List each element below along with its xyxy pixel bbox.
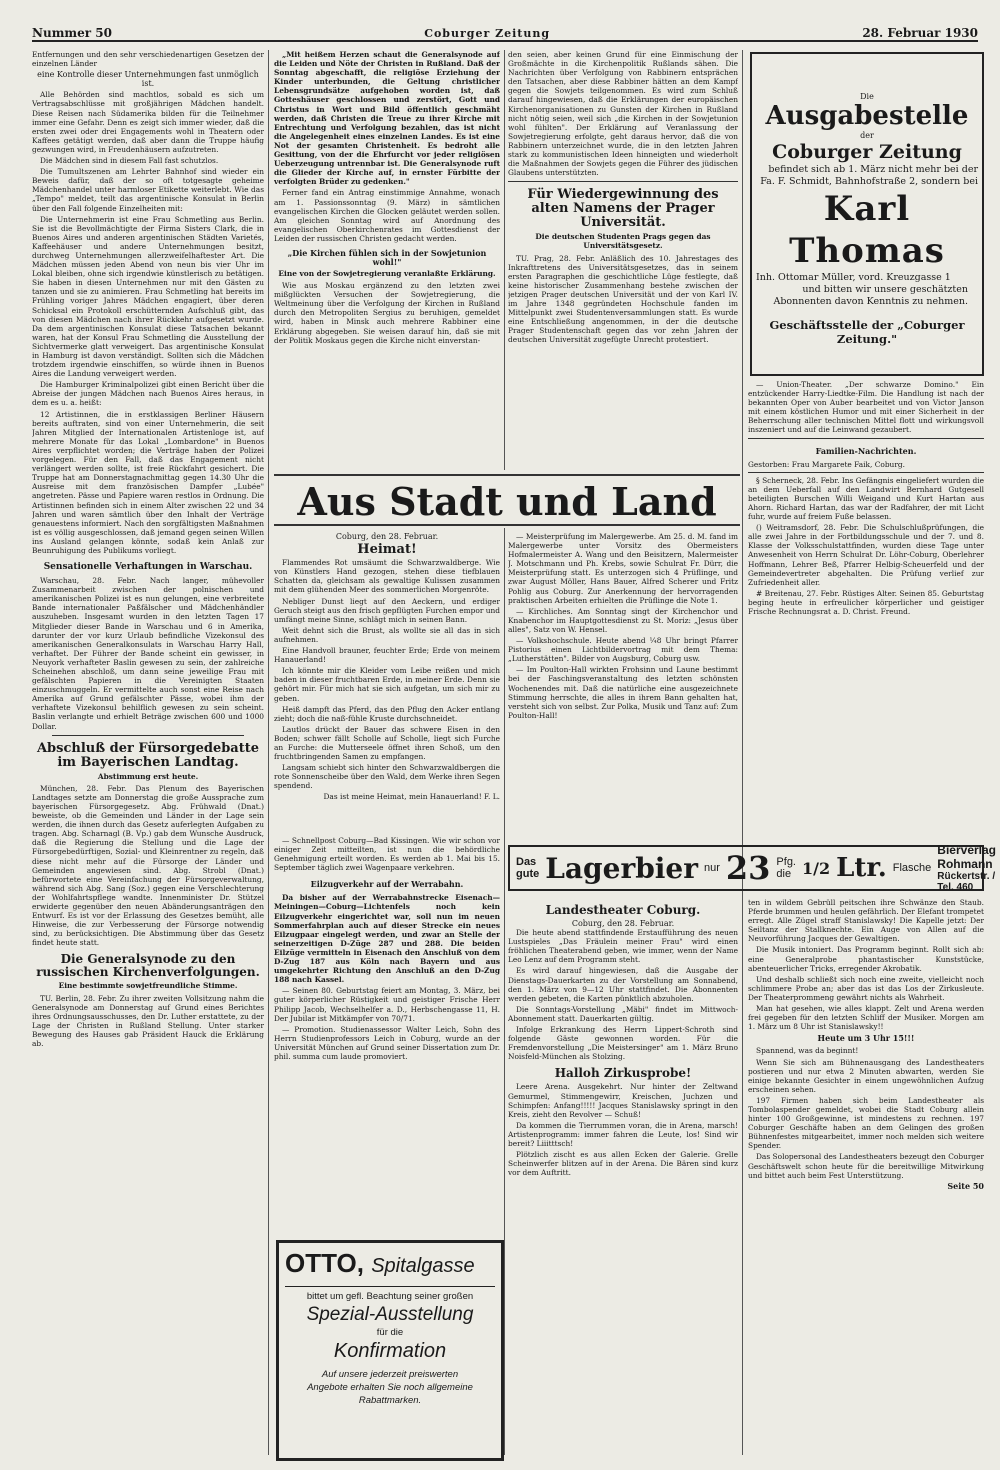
- article-text: — Schnellpost Coburg—Bad Kissingen. Wie wir schon vor einiger Zeit mitteilten, ist nun die behördliche Genehmigung erteilt worden. Es werden ab 1. Mai bis 15. September täglich zwei Wagenpaare verkehren.: [274, 836, 500, 873]
- theater-column: [508, 898, 738, 1453]
- continued-marker: Seite 50: [947, 1180, 984, 1191]
- article-text: Und deshalb schließt sich noch eine zweite, vielleicht noch schlimmere Probe an; aber das ist das Los der Zirkusleute. Der Theaterprommeng gewährt nichts als Wahrheit.: [748, 974, 984, 1002]
- ad-text: für die: [376, 1327, 404, 1338]
- article-text: Nebliger Dunst liegt auf den Aeckern, und erdiger Geruch steigt aus den frisch gepflügten Furchen empor und umfängt meine Sinne, schlägt mich in seinen Bann.: [274, 596, 500, 624]
- article-heading: Abschluß der Fürsorgedebatte im Bayerischen Landtag.: [36, 740, 260, 770]
- article-text: Warschau, 28. Febr. Nach langer, mühevoller Zusammenarbeit zwischen der polnischen und amerikanischen Polizei ist es nun gelungen, eine verbreitete Bande internationaler Paßfälscher und Mädchenhändler auszuheben. Insgesamt wurden in den letzten Tagen 17 Mitglieder dieser Bande in Warschau und 6 in Amerika, darunter der vor kurz Urlaub befindliche Vizekonsul des amerikanischen Generalkonsulats in Warschau Harry Hall, verhaftet. Der Führer der Bande scheint ein gewisser, in Neuyork verhafteter Baslin gewesen zu sein, der zahlreiche Scheinehen abschloß, um dann seine jeweilige Frau mit gefälschten Papieren in die Vereinigten Staaten einzuschmuggeln. Er vermittelte auch sonst eine Reise nach Amerika auf Grund gefälschter Pässe, wobei ihm der verhaftete Vizekonsul behilflich gewesen zu sein scheint. Baslin verlangte und erhielt Beträge zwischen 600 und 1000 Dollar.: [32, 576, 264, 731]
- ad-brand: OTTO,: [285, 1248, 364, 1278]
- ausgabestelle-ad: [750, 52, 984, 376]
- article-subheading: Eine bestimmte sowjetfreundliche Stimme.: [58, 981, 238, 991]
- article-text: eine Kontrolle dieser Unternehmungen fast unmöglich ist.: [37, 70, 259, 89]
- newspaper-name: Coburger Zeitung: [424, 27, 551, 40]
- article-text: Das Solopersonal des Landestheaters bezeugt den Coburger Geschäftswelt schon heute für die bereitwillige Mitwirkung und bittet auch beim Fest Unterstützung.: [748, 1152, 984, 1180]
- column-rule: [504, 50, 505, 470]
- article-text: — Im Poulton-Hall wirkten Frohsinn und Laune bestimmt bei der Faschingsveranstaltung des letzten schönsten Wochenendes mit. Daß die natürliche eine ausgezeichnete Stimmung herrschte, die alles in ihrem Bann gehalten hat, versteht sich von selbst. Zur Polka, Musik und Tanz auf: Zum Poulton-Hall!: [508, 665, 738, 720]
- article-heading: Eilzugverkehr auf der Werrabahn.: [310, 879, 464, 890]
- column-2-lower: [274, 836, 500, 1232]
- article-heading: „Die Kirchen fühlen sich in der Sowjetunion wohl!": [287, 247, 487, 267]
- ad-text: der: [860, 131, 874, 140]
- otto-ad: [276, 1240, 504, 1461]
- article-text: Langsam schiebt sich hinter den Schwarzwaldbergen die rote Sonnenscheibe über den Wald, dem Werke ihren Segen spendend.: [274, 763, 500, 791]
- article-subheading: Eine von der Sowjetregierung veranlaßte Erklärung.: [278, 268, 496, 278]
- article-heading: Halloh Zirkusprobe!: [554, 1066, 692, 1081]
- ad-text: Auf unsere jederzeit preiswerten Angebote erhalten Sie noch allgemeine Rabattmarken.: [307, 1369, 473, 1406]
- article-text: Heiß dampft das Pferd, das den Pflug den Acker entlang zieht; doch die naß-fühle Kruste durchschneidet.: [274, 704, 500, 723]
- article-text: München, 28. Febr. Das Plenum des Bayerischen Landtages setzte am Donnerstag die große Aussprache zum bayerischen Fürsorgegesetz. Abg. Frühwald (Dnat.) beweiste, ob die Gemeinden und Länder in der Lage sein werden, die ihnen durch das Gesetz auferlegten Aufgaben zu tragen. Abg. Scharnagl (B. Vp.) gab dem Wunsche Ausdruck, daß die Regierung die Stellung und die Lage der Fürsorgebedürftigen, Sozial- und Kleinrentner zu regeln, daß diese nicht mehr auf die Fürsorge der Länder und Gemeinden angewiesen sind. Abg. Strobl (Dnat.) befürwortete eine Vereinfachung der Fürsorgeverwaltung, während sich Abg. Sang (Soz.) gegen eine Verschlechterung der Wohlfahrtspflege wandte. Innenminister Dr. Stützel erwiderte gegenüber den neuen Abänderungsanträgen den Entwurf. Es ist vor der Erlassung des Gesetzes bemüht, alle Hinweise, die zur Verbesserung der Fürsorge notwendig sind, zu berücksichtigen. Die Abstimmung über das Gesetz findet heute statt.: [32, 783, 264, 948]
- article-text: Eine Handvoll brauner, feuchter Erde; Erde von meinem Hanauerland!: [274, 646, 500, 665]
- article-text: # Breitenau, 27. Febr. Rüstiges Alter. Seinen 85. Geburtstag beging heute in erfreulicher körperlicher und geistiger Frische Rechnungsrat a. D. Christ. Freund.: [748, 588, 984, 616]
- page-number: Nummer 50: [32, 26, 112, 40]
- section-divider: [748, 472, 984, 473]
- article-text: Wie aus Moskau ergänzend zu den letzten zwei mißglückten Versuchen der Sowjetregierung, die Weltmeinung über die Verfolgung der Kirchen in Rußland durch den Metropoliten Sergius zu beruhigen, gemeldet wird, haben in Minsk auch mehrere Rabbiner eine Erklärung abgegeben. Sie weisen darauf hin, daß sie mit der Politik Moskaus gegen die Kirche nicht einverstan-: [274, 281, 500, 345]
- article-text: Gestorben: Frau Margarete Faik, Coburg.: [748, 459, 905, 469]
- article-text: ten in wildem Gebrüll peitschen ihre Schwänze den Staub. Pferde brummen und heulen gefährlich. Der Elefant trompetet erregt. Alle Zügel straff Stanislawsky! Die Kapelle jetzt: Der Seiltanz der Stallknechte. Ein Auge von Allen auf die Neuvorführung Jacques der Gewaltigen.: [748, 898, 984, 944]
- article-text: () Weitramsdorf, 28. Febr. Die Schulschlußprüfungen, die alle zwei Jahre in der Fortbildungsschule und der 7. und 8. Klasse der Volksschulstattfinden, wurden diese Tage unter Anwesenheit von Herrn Schulrat Dr. Löhr-Coburg, Oberlehrer Hoffmann, Lehrer Beß, Pfarrer Helbig-Scheuerfeld und der Gemeindevertreter abgehalten. Die Prüfung verlief zur Zufriedenheit aller.: [748, 523, 984, 587]
- section-divider: [508, 181, 738, 182]
- ad-place: Spitalgasse: [371, 1255, 475, 1277]
- article-heading: Familien-Nachrichten.: [815, 445, 917, 456]
- article-text: 12 Artistinnen, die in erstklassigen Berliner Häusern bereits auftraten, sind von einer Unternehmerin, die seit Jahren Mitglied der Internationalen Artistenloge ist, auf mehrere Monate für das Lokal „Lombardone" in Buenos Aires verpflichtet worden; die Verträge haben der Polizei vorgelegen. Für den Fall, daß das Engagement nicht verlängert werden sollte, ist freie Rückfahrt gesichert. Die Truppe hat am Donnerstagnachmittag gegen 14.30 Uhr die Ausreise mit dem französischen Dampfer „Lubée" angetreten. Pässe und Papiere waren restlos in Ordnung. Die Artistinnen befinden sich in einem Alter zwischen 22 und 34 Jahren und waren sämtlich über den Inhalt der Verträge genauestens informiert. Nach den sorgfältigsten Maßnahmen ist es völlig ausgeschlossen, daß jemand gegen seinen Willen ins Ausland gelangen könnte, sodaß kein Anlaß zur Beunruhigung des Publikums vorliegt.: [32, 409, 264, 555]
- article-text: Da kommen die Tierrummen voran, die in Arena, marsch! Artistenprogramm: immer fahren die Leute, los! Sind wir bereit? Liiitttsch!: [508, 1120, 738, 1148]
- article-heading: Landestheater Coburg.: [545, 903, 701, 917]
- column-rule: [268, 50, 269, 1455]
- ad-brand-block: [937, 843, 996, 893]
- article-text: Lautlos drückt der Bauer das schwere Eisen in den Boden; schwer fällt Scholle auf Scholle, liegt sich Furche an Furche: die Mutterseele öffnet ihren Schoß, um den fruchtbringenden Samen zu empfangen.: [274, 724, 500, 762]
- article-text: 197 Firmen haben sich beim Landestheater als Tombolaspender gemeldet, wobei die Stadt Coburg allein hinter 100 Großgewinne, ist mindestens zu rechnen. 197 Coburger Geschäfte haben an dem Gelingen des großen Bühnenfestes mitgearbeitet, immer noch melden sich weitere Spender.: [748, 1095, 984, 1151]
- column-4-middle: [748, 380, 984, 785]
- article-text: TU. Berlin, 28. Febr. Zu ihrer zweiten Vollsitzung nahm die Generalsynode am Donnerstag auf Grund eines Berichtes ihres Ordnungsausschusses, den Dr. Luther erstattete, zu der Lage der Christen in Rußland Stellung. Unter starker Bewegung des Hauses gab Präsident Hauck die Erklärung ab.: [32, 993, 264, 1048]
- article-text: § Scherneck, 28. Febr. Ins Gefängnis eingeliefert wurden die an dem Ueberfall auf den Landwirt Bernhard Gutgesell beteiligten Burschen Willi Weigand und Kurt Hartan aus Ahorn. Richard Hartan, das war der Radfahrer, der mit Licht fuhr, wurde auf freiem Fuße belassen.: [748, 475, 984, 522]
- column-3-lower: [508, 532, 738, 842]
- article-heading: Sensationelle Verhaftungen in Warschau.: [43, 562, 253, 573]
- article-text: Ich könnte mir die Kleider vom Leibe reißen und mich baden in dieser fruchtbaren Erde, in meiner Erde. Denn sie gehört mir. Für mich hat sie sich aufgetan, um sich mir zu geben.: [274, 666, 500, 703]
- ad-product: Lagerbier: [545, 851, 698, 885]
- article-subheading: Die deutschen Studenten Prags gegen das Universitätsgesetz.: [535, 232, 711, 251]
- article-text: Die Sonntags-Vorstellung „Mäbi" findet im Mittwoch-Abonnement statt. Dauerkarten gültig.: [508, 1004, 738, 1023]
- article-text: Flammendes Rot umsäumt die Schwarzwaldberge. Wie von Künstlers Hand gezogen, stehen diese tiefblauen Schatten da, gleichsam als gewaltige Kulissen zusammen mit dem glühenden Meer des sommerlichen Morgenröte.: [274, 558, 500, 595]
- article-text: Da bisher auf der Werrabahnstrecke Eisenach—Meiningen—Coburg—Lichtenfels noch kein Eilzugverkehr eingerichtet war, soll nun im neuen Sommerfahrplan auch auf dieser Strecke ein neues Eilzugpaar eingelegt werden, und zwar an Stelle der seinerzeitigen D-Züge 287 und 288. Die beiden Eilzüge vermitteln in Eisenach den Anschluß von dem D-Zug 187 aus Köln nach Bayern und aus umgekehrter Richtung den Anschluß an den D-Zug 188 nach Kassel.: [274, 893, 500, 985]
- ad-brand: Bierverlag Rohmann: [937, 843, 996, 871]
- article-text: — Union-Theater. „Der schwarze Domino." Ein entzückender Harry-Liedtke-Film. Die Handlung ist nach der bekannten Oper von Auber bearbeitet und von Victor Janson mit einem köstlichen Humor und mit einer Sicherheit in der Beherrschung aller technischen Mittel flott und wirkungsvoll inszeniert und auf die Leinwand gezaubert.: [748, 380, 984, 435]
- column-2-top: [274, 50, 500, 470]
- ad-footer: Geschäftsstelle der „Coburger Zeitung.": [769, 318, 965, 346]
- ad-text: Die: [860, 92, 874, 101]
- lagerbier-ad: [508, 843, 996, 893]
- article-text: Plötzlich zischt es aus allen Ecken der Galerie. Grelle Scheinwerfer blitzen auf in der Arena. Die Bären sind kurz vor dem Auftritt.: [508, 1150, 738, 1178]
- ad-divider: [285, 1286, 495, 1287]
- ad-text: Inh. Ottomar Müller, vord. Kreuzgasse 1: [756, 272, 951, 283]
- article-text: — Kirchliches. Am Sonntag singt der Kirchenchor und Knabenchor im Hauptgottesdienst zu St. Moriz: „Jesus über alles", Satz von W. Hensel.: [508, 606, 738, 634]
- ad-text: bittet um gefl. Beachtung seiner großen: [306, 1291, 474, 1302]
- article-text: Infolge Erkrankung des Herrn Lippert-Schroth sind folgende Gäste gewonnen worden. Für die Fremdenvorstellung „Die Meistersinger" am 1. März Bruno Noisfeld-München als Stolzing.: [508, 1025, 738, 1062]
- ad-address: Rückertstr. / Tel. 460: [937, 871, 996, 893]
- article-heading: Für Wiedergewinnung des alten Namens der Prager Universität.: [527, 187, 719, 231]
- article-text: Es wird darauf hingewiesen, daß die Ausgabe der Dienstags-Dauerkarten zu der Vorstellung am Sonnabend, den 1. März von 9—12 Uhr stattfindet. Die Abonnenten werden gebeten, die Karten pünktlich abzuholen.: [508, 966, 738, 1003]
- ad-unit: Ltr.: [836, 853, 887, 883]
- article-text: Wenn Sie sich am Bühnenausgang des Landestheaters postieren und nur etwa 2 Minuten abwarten, werden Sie einige bekannte Gesichter in einem ungewöhnlichen Aufzug erscheinen sehen.: [748, 1057, 984, 1094]
- ad-text: Pfg. die: [776, 856, 796, 880]
- ad-event: Konfirmation: [333, 1340, 447, 1362]
- ad-text: Flasche: [892, 862, 932, 874]
- section-banner: Aus Stadt und Land: [297, 479, 717, 524]
- article-text: — Promotion. Studienassessor Walter Leich, Sohn des Herrn Studienprofessors Leich in Coburg, wurde an der Universität München auf Grund seiner Dissertation zum Dr. phil. summa cum laude promoviert.: [274, 1024, 500, 1061]
- article-text: — Meisterprüfung im Malergewerbe. Am 25. d. M. fand im Malergewerbe unter Vorsitz des Obermeisters Hofmalermeister A. Wang und den Beisitzern, Malermeister J. Motschmann und Ph. Krebs, sowie Schulrat Fr. Dürr, die Meisterprüfung statt. Es unterzogen sich 4 Prüflinge, und zwar August Möller, Hans Bauer, Alfred Scherer und Fritz Pohlig aus Coburg. Zur Anerkennung der hervorragenden praktischen Arbeiten erhielten die Prüflinge die Note 1.: [508, 532, 738, 605]
- ad-special: Spezial-Ausstellung: [306, 1304, 474, 1325]
- dateline: Coburg, den 28. Februar.: [335, 532, 439, 541]
- issue-date: 28. Februar 1930: [862, 26, 978, 40]
- article-heading: Die Generalsynode zu den russischen Kirchenverfolgungen.: [36, 952, 260, 980]
- page-header: [32, 22, 978, 42]
- article-text: „Mit heißem Herzen schaut die Generalsynode auf die Leiden und Nöte der Christen in Rußland. Daß der Sonntag abgeschafft, die religiöse Erziehung der Kinder unterbunden, die Geltung christlicher Lebensgrundsätze aufgehoben worden ist, daß Gotteshäuser geschlossen und zerstört, Gott und Christus in Wort und Bild öffentlich geschmäht werden, daß Christen die Treue zu ihrer Kirche mit Entrechtung und Verfolgung bezahlen, das ist nicht die Angelegenheit eines einzelnen Landes. Es ist eine Not der gesamten Christenheit. Es bedroht alle Gesittung, von der die Ehrfurcht vor jeder religiösen Ueberzeugung untrennbar ist. Die Generalsynode ruft die Glieder der Kirche auf, in ernster Fürbitte der verfolgten Brüder zu gedenken.": [274, 50, 500, 187]
- article-text: Spannend, was da beginnt!: [756, 1046, 859, 1056]
- column-rule: [504, 528, 505, 1455]
- article-subheading: Heute um 3 Uhr 15!!!: [817, 1033, 915, 1044]
- column-1: [32, 50, 264, 1455]
- article-text: Die Hamburger Kriminalpolizei gibt einen Bericht über die Abreise der jungen Mädchen nach Buenos Aires heraus, in dem es u. a. heißt:: [32, 380, 264, 408]
- article-text: Entfernungen und den sehr verschiedenartigen Gesetzen der einzelnen Länder: [32, 50, 264, 69]
- article-text: Die Mädchen sind in diesem Fall fast schutzlos.: [40, 156, 219, 166]
- banner-rule: [274, 524, 740, 526]
- article-text: Leere Arena. Ausgekehrt. Nur hinter der Zeltwand Gemurmel, Stimmengewirr, Kreischen, Juchzen und Schimpfen: Anfang!!!!! Jacques Stanislawsky springt in den Kreis, zieht den Revolver — Schuß!: [508, 1082, 738, 1119]
- ad-text: befindet sich ab 1. März nicht mehr bei der Fa. F. Schmidt, Bahnhofstraße 2, sondern bei: [760, 164, 978, 187]
- article-text: Die Tumultszenen am Lehrter Bahnhof sind wieder ein Beweis dafür, daß der so oft totgesagte geheime Mädchenhandel unter harmloser Etikette weiterlebt. Wie das „Tempo" meldet, teilt das argentinische Konsulat in Berlin über den Fall folgende Einzelheiten mit:: [32, 167, 264, 213]
- article-text: Die heute abend stattfindende Erstaufführung des neuen Lustspieles „Das Fräulein meiner Frau" wird einen fröhlichen Theaterabend geben, wie immer, wenn der Name Leo Lenz auf dem Programm steht.: [508, 928, 738, 965]
- article-text: Man hat gesehen, wie alles klappt. Zelt und Arena werden frei gegeben für den letzten Schliff der Musiker. Morgen am 1. März um 8 Uhr ist Stanislawsky!!: [748, 1004, 984, 1032]
- ad-text: Das gute: [516, 856, 540, 880]
- article-text: Weit dehnt sich die Brust, als wollte sie all das in sich aufnehmen.: [274, 625, 500, 644]
- ad-text: und bitten wir unsere geschätzten Abonnenten davon Kenntnis zu nehmen.: [773, 284, 968, 307]
- ad-text: nur: [703, 862, 720, 874]
- article-text: den seien, aber keinen Grund für eine Einmischung der Großmächte in die Kirchenpolitik Rußlands sähen. Die Nachrichten über Verfolgung von Rabbinern entsprächen den Tatsachen, aber diese Rabbiner hätten an dem Kampf gegen die Sowjets teilgenommen. Es wird zum Schluß darauf hingewiesen, daß die Erklärungen der europäischen Kirchenorganisationen zu Gunsten der Kirchen in Rußland nicht nötig seien, weil sich „die Kirchen in der Sowjetunion wohl fühlten". Der Erklärung auf Veranlassung der Sowjetregierung erfolgte, geht daraus hervor, daß die von Rabbinern unterzeichnet wurde, die in den letzten Jahren stark zu kommunistischen Ideen hinneigten und wiederholt die Maßnahmen der Sowjets gegen die Führer des jüdischen Glaubens unterstützten.: [508, 50, 738, 178]
- ad-price: 23: [725, 849, 771, 887]
- column-4-lower: [748, 898, 984, 1455]
- ad-brand-line: [279, 1243, 501, 1282]
- article-text: Das ist meine Heimat, mein Hanauerland! F. L.: [323, 792, 500, 802]
- column-3-top: [508, 50, 738, 470]
- dateline: Coburg, den 28. Februar.: [571, 919, 675, 928]
- article-heading: Heimat!: [357, 542, 417, 558]
- section-divider: [52, 735, 244, 736]
- article-text: Alle Behörden sind machtlos, sobald es sich um Vertragsabschlüsse mit großjährigen Mädchen handelt. Diese Reisen nach Südamerika bilden für die Teilnehmer immer eine Gefahr. Denn es zeigt sich immer wieder, daß die ersten zwei oder drei Engagements wohl in Theatern oder Kaffees getätigt werden, daß aber dann die Truppe häufig gezwungen wird, in Freudenhäusern aufzutreten.: [32, 90, 264, 154]
- article-text: Die Musik intoniert. Das Programm beginnt. Rollt sich ab: eine Generalprobe phantastischer Kunststücke, abenteuerlicher Tricks, erregender Akrobatik.: [748, 945, 984, 973]
- ad-headline: Ausgabestelle: [765, 101, 969, 131]
- banner-rule: [274, 474, 740, 476]
- ad-name: Karl Thomas: [789, 189, 945, 271]
- article-text: — Seinen 80. Geburtstag feiert am Montag, 3. März, bei guter körperlicher Rüstigkeit und geistiger Frische Herr Philipp Jacob, Wechselhelfer a. D., Herbschengasse 11, H. Der Jubilar ist Mitkämpfer von 70/71.: [274, 986, 500, 1023]
- section-divider: [748, 438, 984, 439]
- article-text: Die Unternehmerin ist eine Frau Schmetling aus Berlin. Sie ist die Bevollmächtigte der Firma Sisters Clark, die in Buenos Aires und anderen argentinischen Städten Varietés, Kaffeehäuser und andere Unternehmungen besitzt, durchweg Unternehmungen allerzweifelhaftester Art. Die Mädchen müssen jeden Abend von neun bis vier Uhr im Lokal bleiben, ohne sich irgendwie künstlerisch zu betätigen. Sie haben in diesen Unternehmen nur mit den Gästen zu tanzen und sie zu animieren. Frau Schmetling hat bereits im Frühling voriger Jahres Mädchen engagiert, über deren Schicksal ein Protokoll erschütternden Aufschluß gibt, das von diesen Mädchen nach ihrer Rückkehr aufgesetzt wurde. Da dem argentinischen Konsulat diese Tatsachen bekannt waren, hat der Konsul Frau Schmetling die Ausstellung der Sichtvermerke glatt verweigert. Das argentinische Konsulat in Hamburg ist davon verständigt. Sollten sich die Mädchen trotzdem irgendwie einschiffen, so würde ihnen in Buenos Aires die Landung verweigert werden.: [32, 214, 264, 379]
- article-text: Ferner fand ein Antrag einstimmige Annahme, wonach am 1. Passionssonntag (9. März) in sämtlichen evangelischen Kirchen die Glocken geläutet werden sollen. Am gleichen Sonntag wird auf Anordnung des evangelischen Oberkirchenrates im Gottesdienst der Leiden der russischen Christen gedacht werden.: [274, 188, 500, 243]
- article-text: TU. Prag, 28. Febr. Anläßlich des 10. Jahrestages des Inkrafttretens des Universitätsgesetzes, das in seinem ersten Paragraphen die geschichtliche Lüge festlegte, daß keine historischer Zusammenhang bestehe zwischen der jetzigen Prager deutschen Universität und der von Karl IV. im Jahre 1348 gegründeten Hochschule fanden im Mittelpunkt zwei Studentenversammlungen statt. Es wurde eine Entschließung angenommen, in der die deutsche Prager Studentenschaft gegen das vor zehn Jahren der deutschen Universität zugefügte Unrecht protestiert.: [508, 253, 738, 345]
- article-subheading: Abstimmung erst heute.: [97, 771, 199, 781]
- ad-text: 1/2: [802, 858, 831, 878]
- column-rule: [742, 50, 743, 1455]
- article-text: — Volkshochschule. Heute abend ¼8 Uhr bringt Pfarrer Pistorius einen Lichtbildervortrag mit dem Thema: „Lutherstätten". Bilder von Augsburg, Coburg usw.: [508, 636, 738, 664]
- heimat-column: [274, 532, 500, 830]
- ad-headline: Coburger Zeitung: [772, 141, 962, 163]
